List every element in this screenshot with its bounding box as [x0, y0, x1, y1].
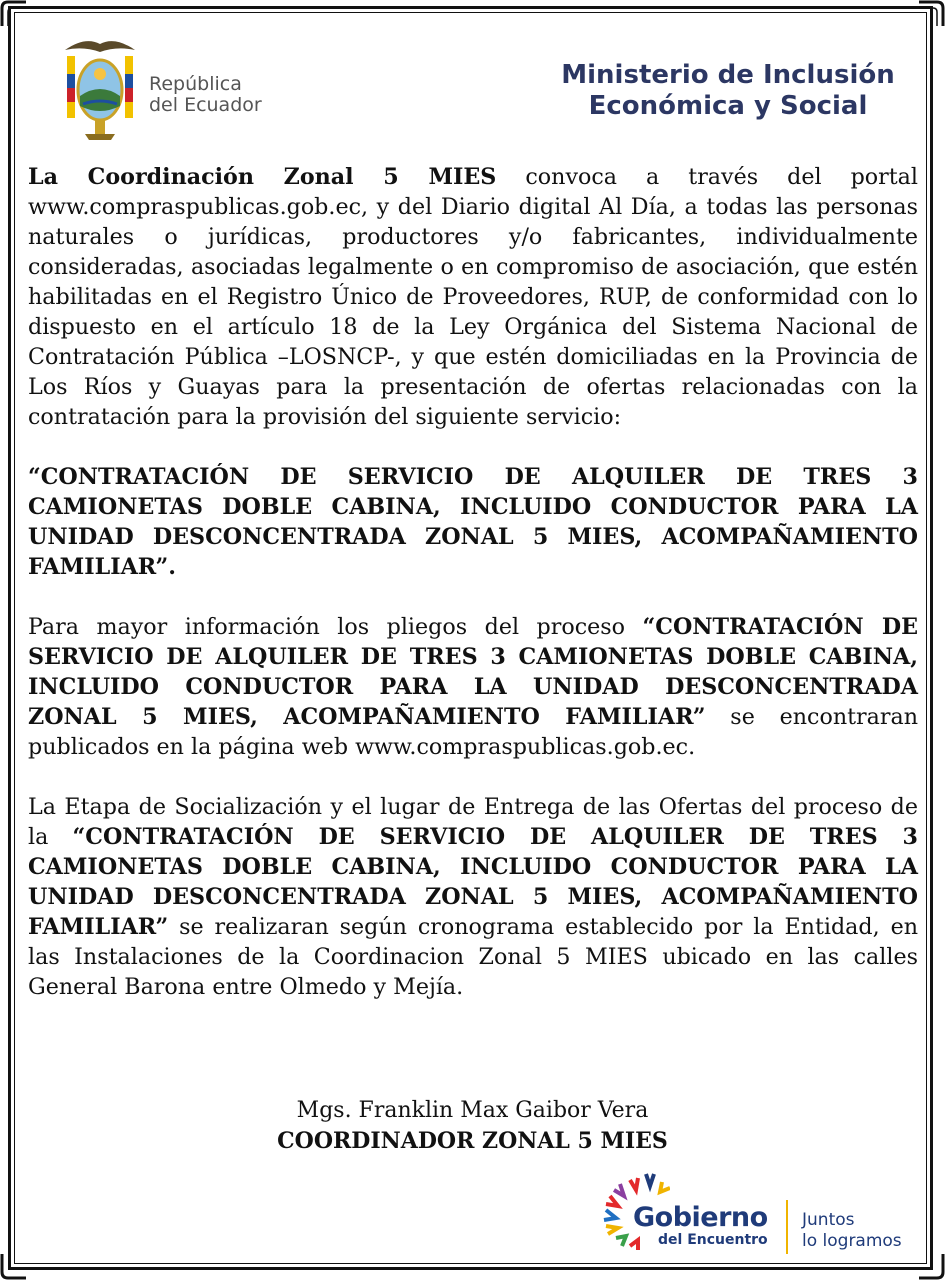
corner-ornament-bottom-left — [0, 1252, 28, 1280]
corner-ornament-top-left — [0, 0, 28, 28]
republic-line-1: República — [149, 73, 242, 95]
paragraph-service-title — [28, 462, 918, 582]
document-body — [28, 162, 918, 1032]
ministry-line-1: Ministerio de Inclusión — [561, 60, 895, 90]
logo-divider — [786, 1200, 788, 1254]
ecuador-logo — [55, 34, 295, 144]
corner-ornament-top-right — [917, 0, 945, 28]
slogan — [802, 1210, 902, 1252]
slogan-line-2: lo logramos — [802, 1231, 902, 1251]
socialization-text-2: se realizaran según cronograma establecido por la Entidad, en las Instalaciones de la Coordinacion Zonal 5 MIES ubicado en las calles General Barona entre Olmedo y Mejía. — [28, 914, 918, 1000]
coat-of-arms-icon — [55, 34, 145, 142]
gobierno-logo — [600, 1170, 930, 1260]
slogan-line-1: Juntos — [802, 1210, 855, 1230]
republic-text — [149, 74, 262, 116]
gobierno-subtitle: del Encuentro — [658, 1232, 768, 1248]
more-info-text-1: Para mayor información los pliegos del proceso — [28, 614, 643, 640]
convocation-text: convoca a través del portal www.compraspublicas.gob.ec, y del Diario digital Al Día, a todas las personas naturales o jurídicas, productores y/o fabricantes, individualmente consideradas, asociadas legalmente o en compromiso de asociación, que estén habilitadas en el Registro Único de Proveedores, RUP, de conformidad con lo dispuesto en el artículo 18 de la Ley Orgánica del Sistema Nacional de Contratación Pública –LOSNCP-, y que estén domiciliadas en la Provincia de Los Ríos y Guayas para la presentación de ofertas relacionadas con la contratación para la provisión del siguiente servicio: — [28, 164, 918, 430]
signer-title: COORDINADOR ZONAL 5 MIES — [277, 1128, 668, 1154]
signature-block — [0, 1096, 945, 1156]
ministry-title — [548, 60, 908, 122]
paragraph-socialization — [28, 792, 918, 1002]
convener-name: La Coordinación Zonal 5 MIES — [28, 164, 497, 190]
service-title: “CONTRATACIÓN DE SERVICIO DE ALQUILER DE TRES 3 CAMIONETAS DOBLE CABINA, INCLUIDO CONDUCTOR PARA LA UNIDAD DESCONCENTRADA ZONAL 5 MIES, ACOMPAÑAMIENTO FAMILIAR”. — [28, 464, 918, 580]
paragraph-convocation — [28, 162, 918, 432]
signer-name: Mgs. Franklin Max Gaibor Vera — [296, 1098, 649, 1123]
gobierno-title: Gobierno — [633, 1202, 768, 1233]
ministry-line-2: Económica y Social — [588, 91, 868, 121]
more-info-text-2: se encontraran publicados en la página web www.compraspublicas.gob.ec. — [28, 704, 918, 760]
more-info-process-name: “CONTRATACIÓN DE SERVICIO DE ALQUILER DE TRES 3 CAMIONETAS DOBLE CABINA, INCLUIDO CONDUCTOR PARA LA UNIDAD DESCONCENTRADA ZONAL 5 MIES, ACOMPAÑAMIENTO FAMILIAR” — [28, 614, 918, 730]
socialization-process-name: “CONTRATACIÓN DE SERVICIO DE ALQUILER DE TRES 3 CAMIONETAS DOBLE CABINA, INCLUIDO CONDUCTOR PARA LA UNIDAD DESCONCENTRADA ZONAL 5 MIES, ACOMPAÑAMIENTO FAMILIAR” — [28, 824, 918, 940]
paragraph-more-info — [28, 612, 918, 762]
socialization-text-1: La Etapa de Socialización y el lugar de Entrega de las Ofertas del proceso de la — [28, 794, 918, 850]
republic-line-2: del Ecuador — [149, 94, 262, 116]
